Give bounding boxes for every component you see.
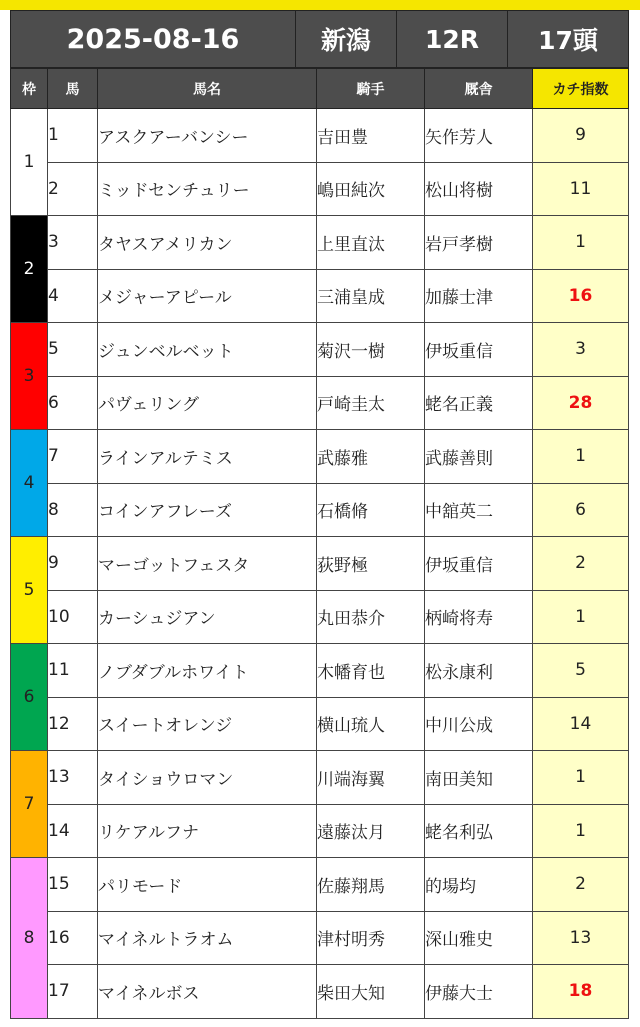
- table-row: [11, 751, 629, 805]
- jockey-name: 川端海翼: [317, 751, 425, 805]
- table-row: [11, 162, 629, 216]
- col-trainer: 厩舎: [425, 69, 533, 109]
- kachi-index: 1: [533, 804, 629, 858]
- horse-name: タヤスアメリカン: [98, 216, 317, 270]
- jockey-name: 菊沢一樹: [317, 323, 425, 377]
- horse-name: マイネルボス: [98, 965, 317, 1019]
- jockey-name: 木幡育也: [317, 644, 425, 698]
- trainer-name: 中川公成: [425, 697, 533, 751]
- kachi-index: 1: [533, 751, 629, 805]
- horse-number: 17: [48, 965, 98, 1019]
- kachi-index: 6: [533, 483, 629, 537]
- horse-number: 13: [48, 751, 98, 805]
- col-jockey: 騎手: [317, 69, 425, 109]
- horse-number: 5: [48, 323, 98, 377]
- column-header-row: [11, 69, 629, 109]
- horse-number: 3: [48, 216, 98, 270]
- horse-name: マーゴットフェスタ: [98, 537, 317, 591]
- trainer-name: 伊坂重信: [425, 537, 533, 591]
- horse-number: 12: [48, 697, 98, 751]
- table-row: [11, 697, 629, 751]
- kachi-index: 1: [533, 590, 629, 644]
- trainer-name: 深山雅史: [425, 911, 533, 965]
- trainer-name: 的場均: [425, 858, 533, 912]
- trainer-name: 岩戸孝樹: [425, 216, 533, 270]
- table-row: [11, 804, 629, 858]
- kachi-index: 11: [533, 162, 629, 216]
- trainer-name: 松永康利: [425, 644, 533, 698]
- horse-name: ジュンベルベット: [98, 323, 317, 377]
- table-row: [11, 644, 629, 698]
- table-row: [11, 216, 629, 270]
- horse-name: タイショウロマン: [98, 751, 317, 805]
- horse-number: 4: [48, 269, 98, 323]
- waku-cell: 2: [11, 216, 48, 323]
- trainer-name: 蛯名正義: [425, 376, 533, 430]
- jockey-name: 横山琉人: [317, 697, 425, 751]
- horse-name: アスクアーバンシー: [98, 109, 317, 163]
- jockey-name: 津村明秀: [317, 911, 425, 965]
- trainer-name: 矢作芳人: [425, 109, 533, 163]
- jockey-name: 丸田恭介: [317, 590, 425, 644]
- jockey-name: 三浦皇成: [317, 269, 425, 323]
- table-row: [11, 858, 629, 912]
- race-header: [10, 10, 629, 68]
- horse-number: 8: [48, 483, 98, 537]
- entries-body: [11, 109, 629, 1019]
- col-number: 馬: [48, 69, 98, 109]
- horse-name: スイートオレンジ: [98, 697, 317, 751]
- race-number: 12R: [397, 11, 508, 68]
- waku-cell: 3: [11, 323, 48, 430]
- horse-number: 1: [48, 109, 98, 163]
- horse-name: ラインアルテミス: [98, 430, 317, 484]
- table-row: [11, 965, 629, 1019]
- kachi-index: 9: [533, 109, 629, 163]
- jockey-name: 遠藤汰月: [317, 804, 425, 858]
- kachi-index: 1: [533, 430, 629, 484]
- trainer-name: 伊坂重信: [425, 323, 533, 377]
- table-row: [11, 483, 629, 537]
- race-venue: 新潟: [296, 11, 397, 68]
- trainer-name: 南田美知: [425, 751, 533, 805]
- table-row: [11, 537, 629, 591]
- horse-name: マイネルトラオム: [98, 911, 317, 965]
- jockey-name: 石橋脩: [317, 483, 425, 537]
- trainer-name: 蛯名利弘: [425, 804, 533, 858]
- trainer-name: 柄崎将寿: [425, 590, 533, 644]
- race-date: 2025-08-16: [11, 11, 296, 68]
- jockey-name: 吉田豊: [317, 109, 425, 163]
- horse-name: パヴェリング: [98, 376, 317, 430]
- trainer-name: 中舘英二: [425, 483, 533, 537]
- table-row: [11, 590, 629, 644]
- jockey-name: 柴田大知: [317, 965, 425, 1019]
- kachi-index: 28: [533, 376, 629, 430]
- kachi-index: 2: [533, 537, 629, 591]
- horse-number: 14: [48, 804, 98, 858]
- table-row: [11, 911, 629, 965]
- horse-number: 10: [48, 590, 98, 644]
- horse-name: ノブダブルホワイト: [98, 644, 317, 698]
- jockey-name: 戸崎圭太: [317, 376, 425, 430]
- jockey-name: 佐藤翔馬: [317, 858, 425, 912]
- trainer-name: 武藤善則: [425, 430, 533, 484]
- waku-cell: 8: [11, 858, 48, 1019]
- horse-number: 11: [48, 644, 98, 698]
- horse-name: リケアルフナ: [98, 804, 317, 858]
- waku-cell: 4: [11, 430, 48, 537]
- trainer-name: 松山将樹: [425, 162, 533, 216]
- kachi-index: 1: [533, 216, 629, 270]
- table-row: [11, 376, 629, 430]
- table-row: [11, 269, 629, 323]
- waku-cell: 7: [11, 751, 48, 858]
- kachi-index: 3: [533, 323, 629, 377]
- entries-table: [10, 68, 629, 1019]
- waku-cell: 5: [11, 537, 48, 644]
- kachi-index: 2: [533, 858, 629, 912]
- horse-number: 6: [48, 376, 98, 430]
- table-row: [11, 323, 629, 377]
- horse-number: 2: [48, 162, 98, 216]
- horse-name: ミッドセンチュリー: [98, 162, 317, 216]
- horse-number: 15: [48, 858, 98, 912]
- horse-name: カーシュジアン: [98, 590, 317, 644]
- jockey-name: 荻野極: [317, 537, 425, 591]
- kachi-index: 14: [533, 697, 629, 751]
- jockey-name: 上里直汰: [317, 216, 425, 270]
- horse-name: コインアフレーズ: [98, 483, 317, 537]
- kachi-index: 16: [533, 269, 629, 323]
- trainer-name: 伊藤大士: [425, 965, 533, 1019]
- horse-name: パリモード: [98, 858, 317, 912]
- waku-cell: 1: [11, 109, 48, 216]
- kachi-index: 18: [533, 965, 629, 1019]
- col-waku: 枠: [11, 69, 48, 109]
- jockey-name: 嶋田純次: [317, 162, 425, 216]
- jockey-name: 武藤雅: [317, 430, 425, 484]
- col-kachi-index: カチ指数: [533, 69, 629, 109]
- kachi-index: 5: [533, 644, 629, 698]
- top-accent-stripe: [0, 0, 640, 10]
- horse-number: 7: [48, 430, 98, 484]
- table-row: [11, 430, 629, 484]
- table-row: [11, 109, 629, 163]
- trainer-name: 加藤士津: [425, 269, 533, 323]
- col-horse-name: 馬名: [98, 69, 317, 109]
- horse-name: メジャーアピール: [98, 269, 317, 323]
- waku-cell: 6: [11, 644, 48, 751]
- horse-number: 9: [48, 537, 98, 591]
- kachi-index: 13: [533, 911, 629, 965]
- horse-number: 16: [48, 911, 98, 965]
- runner-count: 17頭: [508, 11, 629, 68]
